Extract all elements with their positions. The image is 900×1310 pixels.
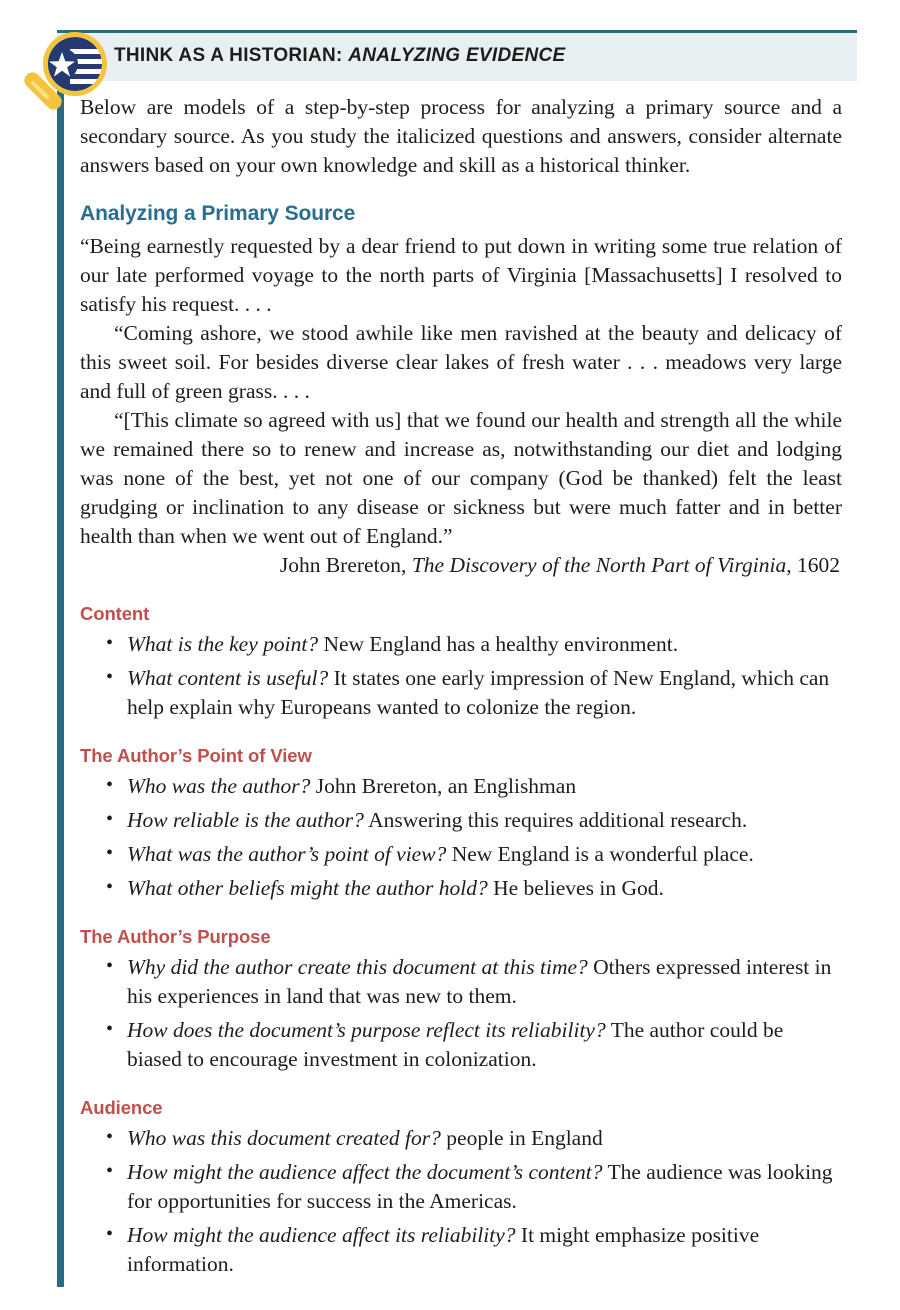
qa-question: How reliable is the author? <box>127 808 364 832</box>
page-title <box>114 45 566 67</box>
quote-paragraph-1: “Being earnestly requested by a dear friend to put down in writing some true relation of our late performed voyage to the north parts of Virginia [Massachusetts] I resolved to satisfy his request. . . . <box>80 234 842 316</box>
qa-question: Who was this document created for? <box>127 1126 441 1150</box>
qa-answer: The author could be biased to encourage investment in colonization. <box>127 1018 784 1071</box>
qa-question: How does the document’s purpose reflect its reliability? <box>127 1018 606 1042</box>
qa-answer: New England has a healthy environment. <box>318 632 679 656</box>
attribution-work-title: The Discovery of the North Part of Virginia <box>411 553 787 577</box>
qa-question: Who was the author? <box>127 774 311 798</box>
list-item <box>80 772 842 801</box>
qa-answer: John Brereton, an Englishman <box>310 774 577 798</box>
qa-answer: Answering this requires additional research. <box>363 808 748 832</box>
qa-list-audience <box>80 1124 842 1279</box>
qa-answer: New England is a wonderful place. <box>446 842 754 866</box>
quote-paragraph-2: “Coming ashore, we stood awhile like men ravished at the beauty and delicacy of this sweet soil. For besides diverse clear lakes of fresh water . . . meadows very large and full of green grass. . . . <box>80 321 842 403</box>
qa-answer: people in England <box>440 1126 603 1150</box>
qa-question: What content is useful? <box>127 666 329 690</box>
list-item <box>80 1124 842 1153</box>
intro-paragraph: Below are models of a step-by-step process for analyzing a primary source and a secondary source. As you study the italicized questions and answers, consider alternate answers based on your own knowledge and skill as a historical thinker. <box>80 95 842 177</box>
left-vertical-rule <box>57 82 64 1287</box>
attribution-author: John Brereton, <box>279 553 412 577</box>
list-item <box>80 874 842 903</box>
main-content <box>80 93 842 1284</box>
list-item <box>80 664 842 722</box>
qa-question: What is the key point? <box>127 632 319 656</box>
qa-answer: It states one early impression of New England, which can help explain why Europeans wanted to colonize the region. <box>127 666 830 719</box>
list-item <box>80 1221 842 1279</box>
qa-answer: It might emphasize positive information. <box>127 1223 760 1276</box>
header-title-main: THINK AS A HISTORIAN: <box>114 45 343 66</box>
qa-list-point-of-view <box>80 772 842 903</box>
list-item <box>80 840 842 869</box>
subheading-authors-point-of-view: The Author’s Point of View <box>80 745 312 766</box>
qa-question: How might the audience affect the document’s content? <box>127 1160 603 1184</box>
list-item <box>80 1016 842 1074</box>
qa-answer: Others expressed interest in his experiences in land that was new to them. <box>127 955 832 1008</box>
list-item <box>80 630 842 659</box>
qa-answer: The audience was looking for opportunities for success in the Americas. <box>127 1160 833 1213</box>
list-item <box>80 806 842 835</box>
qa-answer: He believes in God. <box>487 876 664 900</box>
qa-list-content <box>80 630 842 722</box>
qa-question: What other beliefs might the author hold? <box>127 876 488 900</box>
subheading-content: Content <box>80 603 150 624</box>
qa-list-purpose <box>80 953 842 1074</box>
section-heading-primary-source: Analyzing a Primary Source <box>80 202 356 225</box>
subheading-authors-purpose: The Author’s Purpose <box>80 926 271 947</box>
qa-question: What was the author’s point of view? <box>127 842 447 866</box>
list-item <box>80 953 842 1011</box>
attribution-year: , 1602 <box>786 553 840 577</box>
qa-question: Why did the author create this document at this time? <box>127 955 588 979</box>
list-item <box>80 1158 842 1216</box>
qa-question: How might the audience affect its reliability? <box>127 1223 516 1247</box>
header-subtitle: ANALYZING EVIDENCE <box>348 45 566 66</box>
subheading-audience: Audience <box>80 1097 163 1118</box>
quote-paragraph-3: “[This climate so agreed with us] that we found our health and strength all the while we remained there so to renew and increase as, notwithstanding our diet and lodging was none of the best, yet not one of our company (God be thanked) felt the least grudging or inclination to any disease or sickness but were much fatter and in better health than when we went out of England.” <box>80 408 842 548</box>
quote-attribution <box>80 551 842 580</box>
